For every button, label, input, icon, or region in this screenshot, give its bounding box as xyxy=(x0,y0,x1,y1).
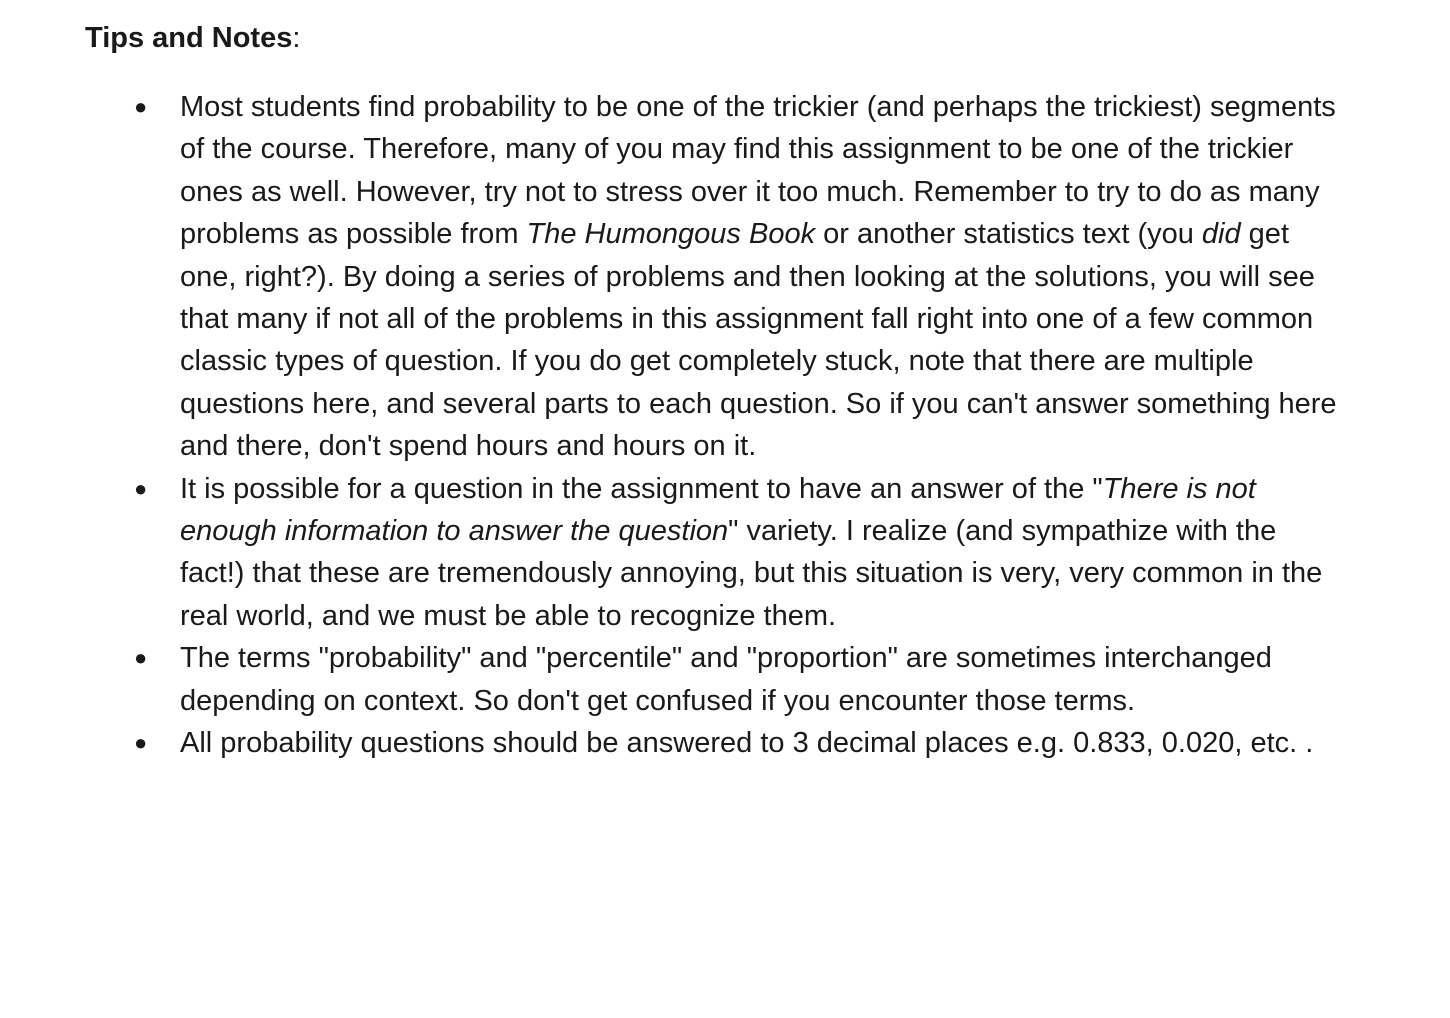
tip-text: It is possible for a question in the assignment to have an answer of the " xyxy=(180,472,1103,505)
bullet-icon: ● xyxy=(134,730,148,756)
tips-list xyxy=(134,86,1340,765)
tip-item xyxy=(134,722,1340,764)
heading-title: Tips and Notes xyxy=(85,22,293,54)
tip-text: or another statistics text (you xyxy=(815,218,1202,251)
tip-item xyxy=(134,86,1340,468)
tip-text: Most students find probability to be one of the trickier (and perhaps the trickiest) segments of the course. Therefore, many of you may find this assignment to be one of the trickier ones as well. However, try not to stress over it too much. Remember to try to do as many problems as possible from xyxy=(180,91,1336,251)
emphasis-text: There is not enough information to answer the question xyxy=(180,472,1256,548)
book-title: The Humongous Book xyxy=(526,218,816,251)
tip-item xyxy=(134,637,1340,722)
tip-text: " variety. I realize (and sympathize with the fact!) that these are tremendously annoying, but this situation is very, very common in the real world, and we must be able to recognize them. xyxy=(180,515,1323,632)
tip-item xyxy=(134,468,1340,638)
bullet-icon: ● xyxy=(134,645,148,671)
tip-text: The terms "probability" and "percentile" and "proportion" are sometimes interchanged depending on context. So don't get confused if you encounter those terms. xyxy=(180,642,1272,717)
tip-text: All probability questions should be answered to 3 decimal places e.g. 0.833, 0.020, etc. . xyxy=(180,727,1314,760)
bullet-icon: ● xyxy=(134,475,148,501)
heading-colon: : xyxy=(292,22,301,54)
bullet-icon: ● xyxy=(134,94,148,119)
emphasis-text: did xyxy=(1201,218,1241,251)
tip-text: get one, right?). By doing a series of problems and then looking at the solutions, you will see that many if not all of the problems in this assignment fall right into one of a few common classic types of question. If you do get completely stuck, note that there are multiple questions here, and several parts to each question. So if you can't answer something here and there, don't spend hours and hours on it. xyxy=(180,218,1337,463)
section-heading xyxy=(85,20,300,56)
